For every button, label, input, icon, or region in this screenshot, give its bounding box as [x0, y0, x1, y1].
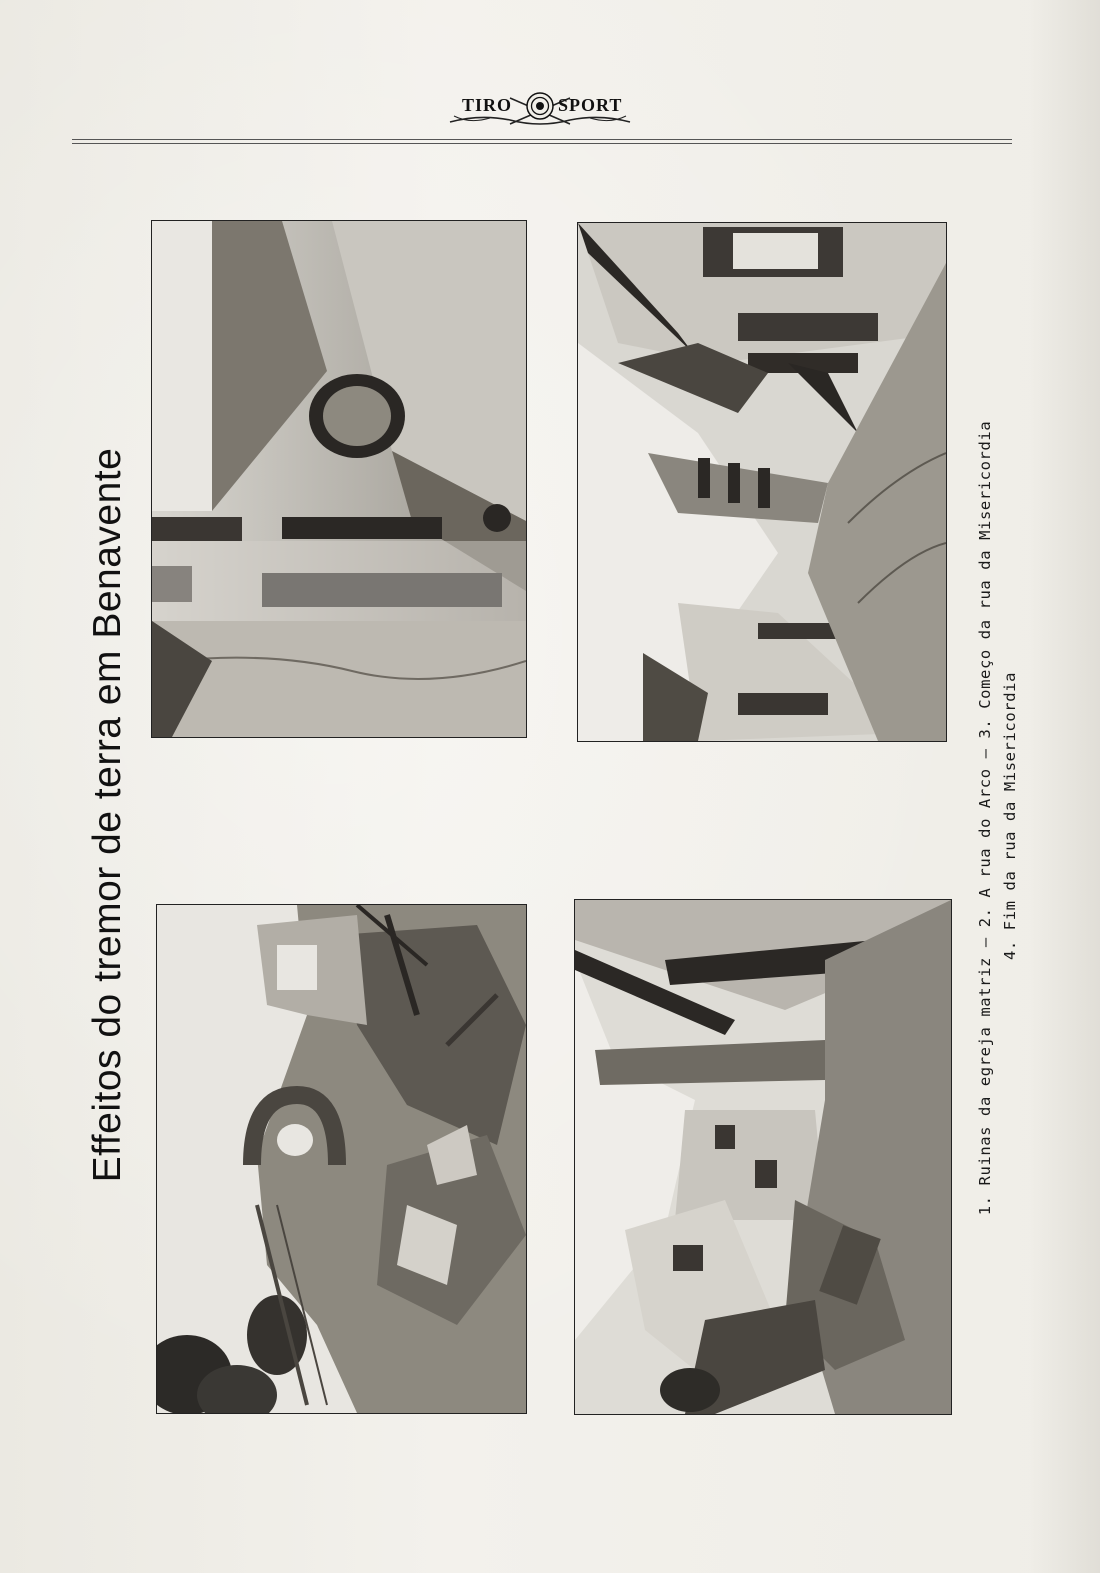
svg-text:SPORT: SPORT — [558, 95, 623, 115]
arch-street-icon — [152, 221, 526, 737]
masthead-rule-bottom — [72, 143, 1012, 144]
photo-rua-do-arco — [151, 220, 527, 738]
street-end-icon — [575, 900, 951, 1414]
photo-number — [584, 227, 589, 237]
masthead-logo — [440, 84, 640, 130]
photo-number — [581, 904, 586, 914]
svg-text:TIRO: TIRO — [462, 95, 513, 115]
target-crest-logo-icon — [440, 84, 640, 130]
page-title: Effeitos do tremor de terra em Benavente — [86, 447, 129, 1183]
photo-fim-rua-misericordia — [574, 899, 952, 1415]
photo-number — [163, 909, 168, 919]
caption-line-1: 1. Ruinas da egreja matriz — 2. A rua do Arco — 3. Começo da rua da Misericordia — [976, 420, 994, 1216]
church-ruins-icon — [157, 905, 526, 1413]
photo-ruinas-egreja-matriz — [156, 904, 527, 1414]
street-beginning-icon — [578, 223, 946, 741]
masthead-rule-top — [72, 139, 1012, 140]
caption-line-2: 4. Fim da rua da Misericordia — [1001, 671, 1019, 961]
photo-comeco-rua-misericordia — [577, 222, 947, 742]
photo-number — [158, 225, 163, 235]
